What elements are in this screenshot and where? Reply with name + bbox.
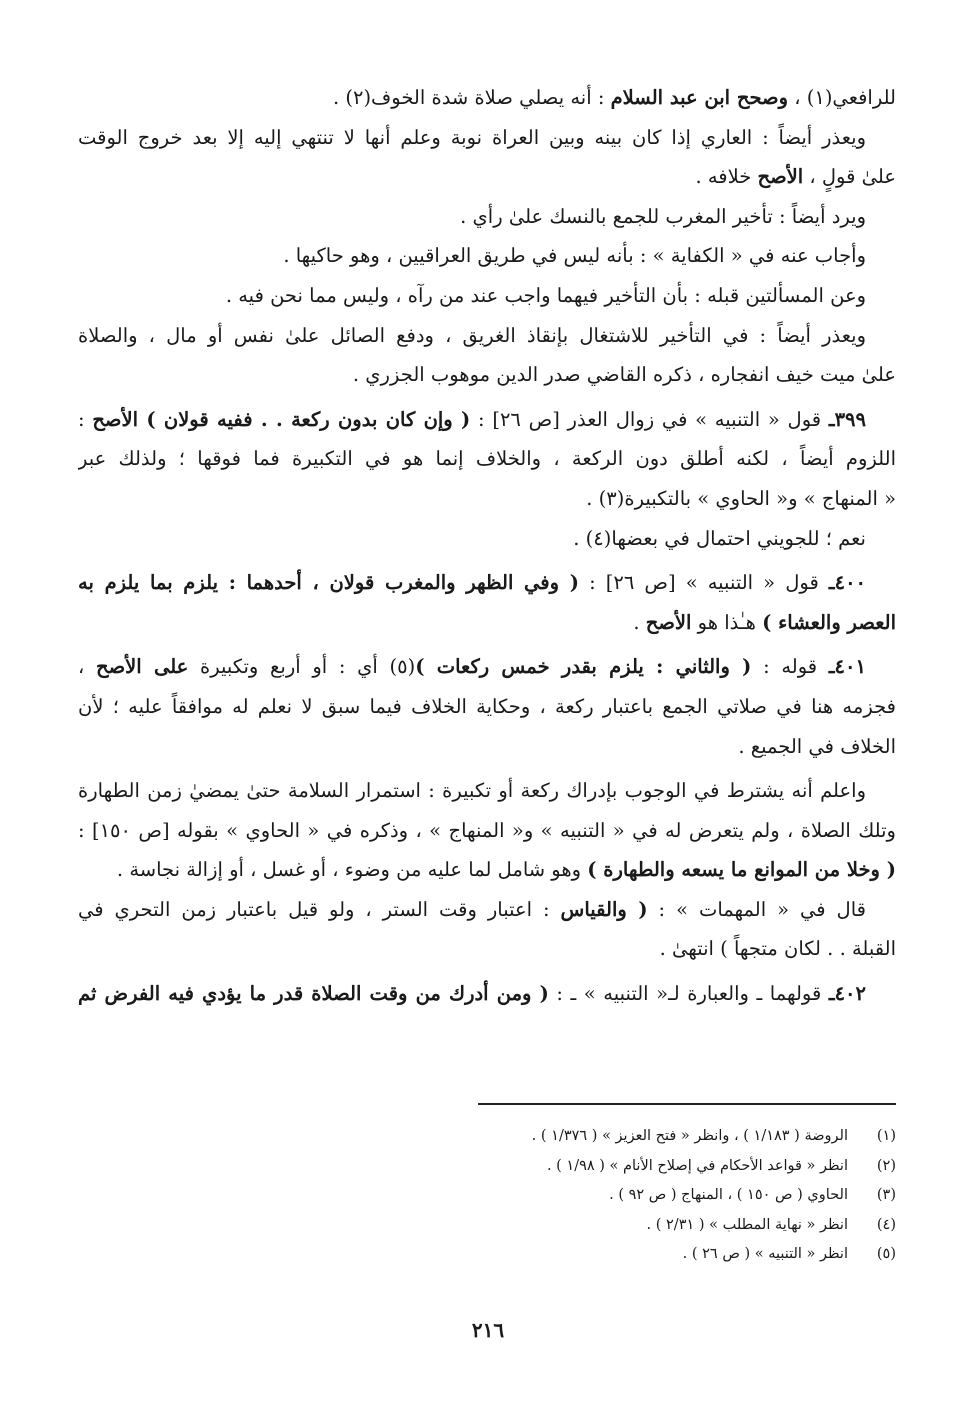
bold-quote: وصحح ابن عبد السلام [610,86,789,109]
text-span: للرافعي(١) ، [788,86,896,109]
text-line [78,118,896,158]
bold-quote: الأصح [645,610,692,634]
footnote [396,1122,896,1152]
text-span: فجزمه هنا في صلاتي الجمع باعتبار ركعة ، وحكاية الخلاف فيما سبق لا نعلم له موافقاً عليه ؛ لأن [78,694,896,718]
footnote-number: (٣) [876,1187,896,1203]
bold-quote: ( والثاني : يلزم بقدر خمس ركعات ) [415,655,752,679]
footnotes [396,1122,896,1270]
footnote [396,1240,896,1270]
footnote-text: انظر « قواعد الأحكام في إصلاح الأنام » ( ١/٩٨ ) . [546,1157,848,1174]
text-span: ويعذر أيضاً : العاري إذا كان بينه وبين العراة نوبة وعلم أنها لا تنتهي إليه إلا بعد خروج الوقت [78,125,866,149]
bold-quote: ( وفي الظهر والمغرب قولان ، أحدهما : يلزم بما يلزم به [78,571,579,595]
text-line [78,479,896,519]
text-span: علىٰ ميت خيف انفجاره ، ذكره القاضي صدر الدين موهوب الجزري . [352,363,896,387]
bold-quote: ٤٠٠ـ [828,571,867,595]
text-span: وأجاب عنه في « الكفاية » : بأنه ليس في طريق العراقيين ، وهو حاكيها . [283,244,866,268]
bold-quote: ( ومن أدرك من وقت الصلاة قدر ما يؤدي فيه الفرض ثم [78,982,549,1006]
bold-quote: على الأصح [95,655,189,679]
text-span: « المنهاج » و« الحاوي » بالتكبيرة(٣) . [586,486,896,510]
text-line [78,400,896,440]
text-span: . [633,610,646,634]
text-line [78,603,896,643]
text-span: قولهما ـ والعبارة لـ« التنبيه » ـ : [548,982,829,1006]
footnote-text: انظر « التنبيه » ( ص ٢٦ ) . [682,1246,848,1262]
bold-quote: ٤٠٢ـ [828,982,866,1006]
text-line [78,439,896,479]
text-span: : اعتبار وقت الستر ، ولو قيل باعتبار زمن التحري في [78,897,561,921]
text-line [78,236,896,276]
text-span: خلافه . [695,165,758,189]
text-span: ، [78,655,96,679]
footnote-text: الحاوي ( ص ١٥٠ ) ، المنهاج ( ص ٩٢ ) . [609,1187,848,1203]
text-line [78,157,896,197]
text-span: الخلاف في الجميع . [738,734,896,758]
text-span: ويرد أيضاً : تأخير المغرب للجمع بالنسك علىٰ رأي . [460,204,866,228]
footnote-number: (٥) [876,1246,896,1262]
footnote [396,1152,896,1182]
text-line [78,727,896,767]
footnote-number: (٤) [876,1216,896,1233]
text-span: واعلم أنه يشترط في الوجوب بإدراك ركعة أو تكبيرة : استمرار السلامة حتىٰ يمضيٰ زمن الطهارة [78,779,866,803]
text-span: علىٰ قولٍ ، [803,165,896,189]
footnote [396,1211,896,1241]
text-line [78,890,896,930]
text-line [78,78,896,118]
text-line [78,519,896,559]
main-text [78,78,896,1014]
text-span: ويعذر أيضاً : في التأخير للاشتغال بإنقاذ الغريق ، ودفع الصائل علىٰ نفس أو مال ، والصلاة [78,323,866,347]
text-line [78,850,896,890]
text-line [78,771,896,811]
text-line [78,355,896,395]
text-span: قوله : [751,655,829,679]
page-number: ٢١٦ [471,1318,505,1342]
text-line [78,929,896,969]
text-line [78,316,896,356]
text-span: : [78,407,93,431]
text-span: قول « التنبيه » [ص ٢٦] : [578,571,829,595]
bold-quote: ( وإن كان بدون ركعة . . ففيه قولان ) الأصح [92,407,471,431]
text-line [78,811,896,851]
footnote-number: (١) [876,1128,896,1144]
footnote-divider [478,1103,896,1105]
text-span: هـٰذا هو [691,610,763,634]
text-line [78,197,896,237]
bold-quote: ( والقياس [560,897,648,921]
text-line [78,276,896,316]
text-span: وتلك الصلاة ، ولم يتعرض له في « التنبيه » و« المنهاج » ، وذكره في « الحاوي » بقوله [ص ١٥٠] : [78,818,896,842]
text-span: وعن المسألتين قبله : بأن التأخير فيهما واجب عند من رآه ، وليس مما نحن فيه . [225,283,866,307]
bold-quote: العصر والعشاء ) [762,610,896,634]
text-line [78,687,896,727]
footnote-number: (٢) [876,1157,896,1174]
text-line [78,647,896,687]
footnote-text: الروضة ( ١/١٨٣ ) ، وانظر « فتح العزيز » ( ١/٣٧٦ ) . [531,1128,848,1144]
text-span: قال في « المهمات » : [647,897,866,921]
footnote-text: انظر « نهاية المطلب » ( ٢/٣١ ) . [646,1216,848,1233]
text-span: (٥) أي : أو أربع وتكبيرة [188,655,416,679]
bold-quote: الأصح [757,165,804,189]
text-span: : أنه يصلي صلاة شدة الخوف(٢) . [332,86,611,109]
text-span: القبلة . . لكان متجهاً ) انتهىٰ . [659,937,896,961]
footnote [396,1181,896,1211]
text-span: قول « التنبيه » في زوال العذر [ص ٢٦] : [470,407,829,431]
text-line [78,974,896,1014]
bold-quote: ( وخلا من الموانع ما يسعه والطهارة ) [587,858,896,882]
bold-quote: ٤٠١ـ [828,655,866,679]
text-line [78,563,896,603]
text-span: نعم ؛ للجويني احتمال في بعضها(٤) . [573,526,866,550]
text-span: وهو شامل لما عليه من وضوء ، أو غسل ، أو إزالة نجاسة . [116,858,588,882]
bold-quote: ٣٩٩ـ [828,407,866,431]
text-span: اللزوم أيضاً ، لكنه أطلق دون الركعة ، والخلاف إنما هو في التكبيرة فما فوقها ؛ ولذلك عبر [78,447,896,471]
